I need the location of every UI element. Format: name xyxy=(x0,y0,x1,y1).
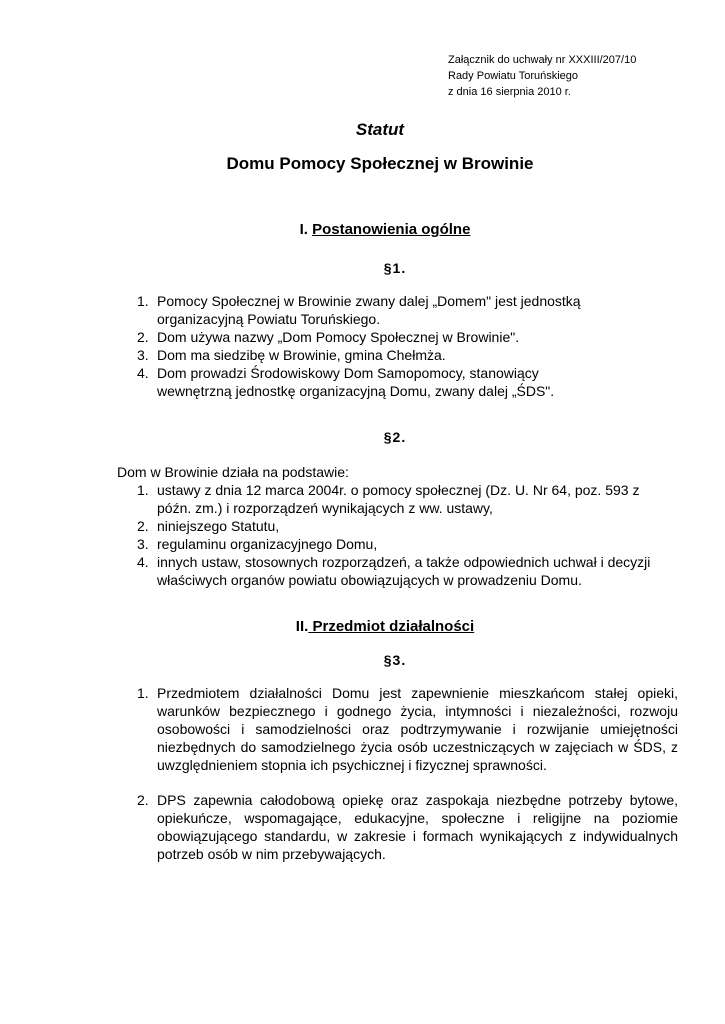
list-item xyxy=(137,346,617,364)
attachment-note-line2: Rady Powiatu Toruńskiego xyxy=(448,70,579,82)
list-item-text: Pomocy Społecznej w Browinie zwany dalej „Domem" jest jednostką organizacyjną Powiatu Toruńskiego. xyxy=(157,293,581,327)
list-item-number: 1. xyxy=(137,685,149,701)
attachment-note-line1: Załącznik do uchwały nr XXXIII/207/10 xyxy=(448,54,637,66)
document-title-main: Domu Pomocy Społecznej w Browinie xyxy=(226,154,534,173)
section-heading-1 xyxy=(0,221,725,238)
paragraph-mark-1: §1. xyxy=(383,260,407,276)
list-item-number: 2. xyxy=(137,792,149,808)
paragraph-3-list xyxy=(137,684,678,863)
list-item-number: 2. xyxy=(137,329,149,345)
attachment-note-line3: z dnia 16 sierpnia 2010 r. xyxy=(448,86,571,98)
section-heading-2 xyxy=(0,618,725,635)
paragraph-2-list xyxy=(137,481,677,589)
list-item xyxy=(137,481,677,517)
list-item xyxy=(137,328,617,346)
list-item-number: 3. xyxy=(137,347,149,363)
list-item-text: Dom używa nazwy „Dom Pomocy Społecznej w Browinie". xyxy=(157,329,520,345)
list-item-text: Przedmiotem działalności Domu jest zapewnienie mieszkańcom stałej opieki, warunków bezpiecznego i godnego życia, intymności i niezależności, rozwoju osobowości i samodzielności oraz podtrzymywanie i rozwijanie umiejętności niezbędnych do samodzielnego życia osób uczestniczących w zajęciach w ŚDS, z uwzględnieniem stopnia ich psychicznej i fizycznej sprawności. xyxy=(157,685,678,773)
section-heading-2-label: Przedmiot działalności xyxy=(308,618,475,635)
list-item-text: Dom prowadzi Środowiskowy Dom Samopomocy, stanowiący wewnętrzną jednostkę organizacyjną Domu, zwany dalej „ŚDS". xyxy=(157,365,555,399)
list-item xyxy=(137,364,617,400)
list-item-number: 3. xyxy=(137,536,149,552)
paragraph-2-intro: Dom w Browinie działa na podstawie: xyxy=(117,464,349,480)
paragraph-mark-2: §2. xyxy=(383,429,407,445)
list-item xyxy=(137,292,617,328)
list-item xyxy=(137,791,678,863)
list-item-number: 4. xyxy=(137,365,149,381)
list-item-text: Dom ma siedzibę w Browinie, gmina Chełmża. xyxy=(157,347,446,363)
paragraph-mark-3: §3. xyxy=(383,652,407,668)
list-item xyxy=(137,517,677,535)
list-item-number: 4. xyxy=(137,554,149,570)
list-item-text: DPS zapewnia całodobową opiekę oraz zaspokaja niezbędne potrzeby bytowe, opiekuńcze, wspomagające, edukacyjne, społeczne i religijne na poziomie obowiązującego standardu, w zakresie i formach wynikających z indywidualnych potrzeb osób w nim przebywających. xyxy=(157,792,678,862)
list-item-number: 1. xyxy=(137,482,149,498)
section-heading-1-prefix: I. xyxy=(299,221,313,238)
list-item-number: 1. xyxy=(137,293,149,309)
paragraph-1-list xyxy=(137,292,617,400)
list-item xyxy=(137,535,677,553)
list-item-text: innych ustaw, stosownych rozporządzeń, a także odpowiednich uchwał i decyzji właściwych organów powiatu obowiązujących w prowadzeniu Domu. xyxy=(157,554,651,588)
list-item xyxy=(137,553,677,589)
section-heading-2-prefix: II. xyxy=(295,618,309,635)
list-item-text: regulaminu organizacyjnego Domu, xyxy=(157,536,378,552)
list-item xyxy=(137,684,678,774)
document-title-statut: Statut xyxy=(355,120,405,139)
list-item-number: 2. xyxy=(137,518,149,534)
list-item-text: ustawy z dnia 12 marca 2004r. o pomocy społecznej (Dz. U. Nr 64, poz. 593 z późn. zm.) i rozporządzeń wynikających z ww. ustawy, xyxy=(157,482,640,516)
list-item-text: niniejszego Statutu, xyxy=(157,518,280,534)
section-heading-1-label: Postanowienia ogólne xyxy=(312,221,471,238)
attachment-note xyxy=(448,52,636,100)
